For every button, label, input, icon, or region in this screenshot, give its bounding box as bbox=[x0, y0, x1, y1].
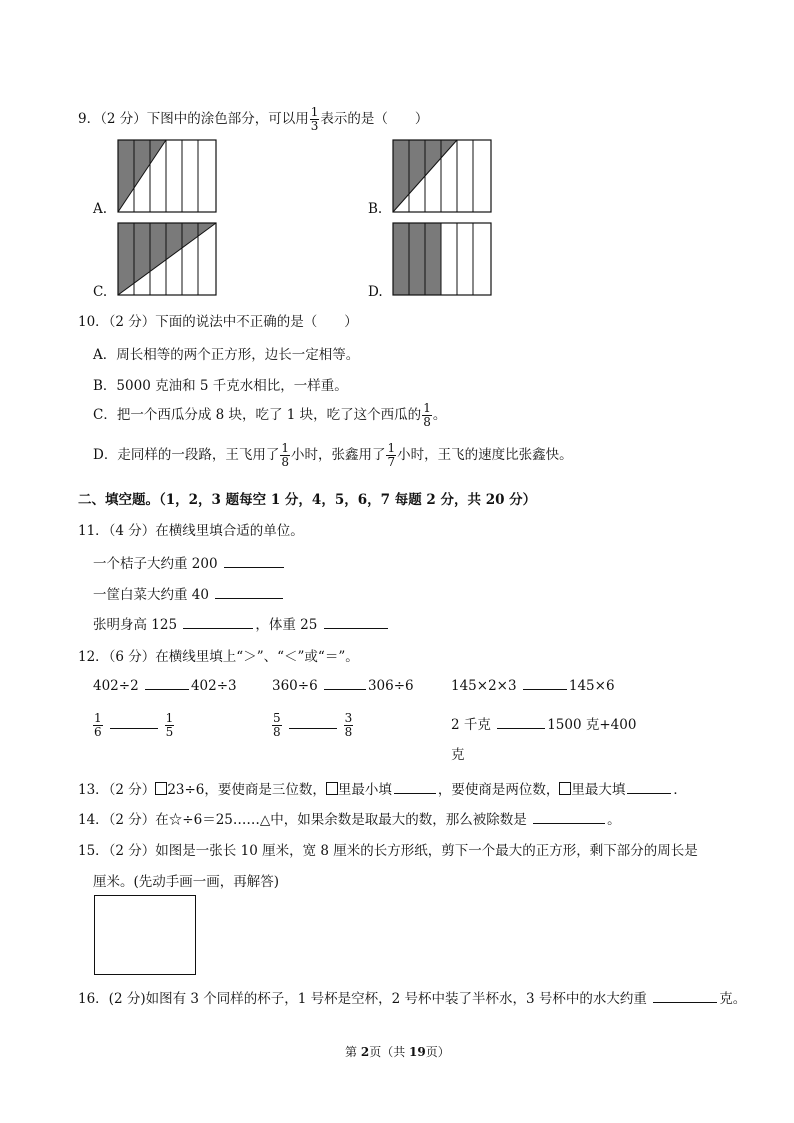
q15-line-1: 15．（2 分）如图是一张长 10 厘米，宽 8 厘米的长方形纸，剪下一个最大的正方形，剩下部分的周长是 bbox=[78, 843, 698, 859]
q10-c-fraction bbox=[422, 402, 432, 429]
q12-item-6-tail: 克 bbox=[451, 747, 465, 763]
q9-option-c-label[interactable]: C. bbox=[93, 284, 108, 300]
q16-blank[interactable] bbox=[653, 1001, 717, 1003]
q12-blank-1[interactable] bbox=[145, 688, 189, 690]
q9-figure-c bbox=[117, 222, 217, 296]
q9-option-a-label[interactable]: A. bbox=[93, 201, 108, 217]
box-placeholder bbox=[155, 782, 167, 795]
q12-1-right: 402÷3 bbox=[190, 678, 237, 694]
q12-f2-num: 1 bbox=[165, 711, 174, 725]
footer-total-pages: 19 bbox=[409, 1045, 426, 1059]
q11-line-3 bbox=[93, 613, 390, 633]
q10-d-num1: 1 bbox=[281, 441, 289, 455]
q9-frac-den: 3 bbox=[310, 119, 319, 133]
q12-item-2 bbox=[272, 678, 414, 694]
q12-blank-6[interactable] bbox=[497, 727, 545, 729]
q10-d-pre: D．走同样的一段路，王飞用了 bbox=[93, 447, 280, 463]
q12-6-right: 1500 克+400 bbox=[547, 717, 637, 733]
q12-f2-den: 5 bbox=[165, 725, 174, 739]
q10-d-den1: 8 bbox=[281, 455, 289, 469]
q14 bbox=[78, 808, 621, 828]
q12-6-left: 2 千克 bbox=[451, 717, 491, 733]
q12-blank-5[interactable] bbox=[289, 727, 337, 729]
footer-b: 页（共 bbox=[369, 1045, 410, 1059]
q10-d-den2: 7 bbox=[387, 455, 396, 469]
q10-d-num2: 1 bbox=[387, 441, 396, 455]
q9-figure-b bbox=[392, 139, 492, 213]
q9-stem bbox=[78, 106, 428, 133]
q13-blank-1[interactable] bbox=[394, 792, 436, 794]
q12-blank-3[interactable] bbox=[523, 688, 567, 690]
q12-item-5 bbox=[271, 712, 354, 739]
q12-blank-4[interactable] bbox=[110, 727, 158, 729]
q10-option-d[interactable] bbox=[93, 442, 573, 469]
q16 bbox=[78, 987, 746, 1007]
q10-d-fraction-2 bbox=[386, 442, 396, 469]
q10-d-post: 小时，王飞的速度比张鑫快。 bbox=[397, 447, 573, 463]
q10-option-b[interactable]: B．5000 克油和 5 千克水相比，一样重。 bbox=[93, 378, 348, 394]
section-2-title: 二、填空题。（1，2，3 题每空 1 分，4，5，6，7 每题 2 分，共 20 分） bbox=[78, 492, 537, 508]
q11-l2-text: 一筐白菜大约重 40 bbox=[93, 587, 209, 603]
q12-item-4 bbox=[92, 712, 175, 739]
q11-blank-4[interactable] bbox=[324, 627, 388, 629]
q12-item-1 bbox=[93, 678, 237, 694]
q12-1-left: 402÷2 bbox=[93, 678, 139, 694]
q12-f4-num: 3 bbox=[344, 711, 353, 725]
q9-frac-num: 1 bbox=[310, 105, 319, 119]
q10-option-a[interactable]: A．周长相等的两个正方形，边长一定相等。 bbox=[93, 347, 360, 363]
q11-l3a-text: 张明身高 125 bbox=[93, 617, 178, 633]
q12-f3-num: 5 bbox=[273, 711, 281, 725]
q11-line-2 bbox=[93, 583, 285, 603]
q12-2-right: 306÷6 bbox=[367, 678, 414, 694]
q13 bbox=[78, 778, 687, 798]
q13-e: 里最大填 bbox=[571, 782, 626, 798]
q14-b: 。 bbox=[607, 812, 621, 828]
q16-b: 克。 bbox=[719, 991, 747, 1007]
q11-blank-2[interactable] bbox=[215, 597, 283, 599]
q11-l1-text: 一个桔子大约重 200 bbox=[93, 556, 218, 572]
q12-f4-den: 8 bbox=[344, 725, 353, 739]
q13-c: 里最小填 bbox=[337, 782, 392, 798]
q11-stem: 11．（4 分）在横线里填合适的单位。 bbox=[78, 523, 304, 539]
q9-stem-post: 表示的是（ ） bbox=[320, 111, 429, 127]
q16-a: 16．(2 分)如图有 3 个同样的杯子，1 号杯是空杯，2 号杯中装了半杯水，3 号杯中的水大约重 bbox=[78, 991, 647, 1007]
q11-l3b-text: ，体重 25 bbox=[255, 617, 318, 633]
page-footer bbox=[345, 1043, 450, 1060]
q13-d: ，要使商是两位数， bbox=[437, 782, 560, 798]
q10-c-num: 1 bbox=[423, 401, 431, 415]
q10-stem: 10．（2 分）下面的说法中不正确的是（ ） bbox=[78, 314, 358, 330]
q10-option-c[interactable] bbox=[93, 402, 446, 429]
q12-frac-2 bbox=[165, 712, 175, 739]
q15-line-2: 厘米。(先动手画一画，再解答) bbox=[93, 874, 280, 890]
q12-f3-den: 8 bbox=[273, 725, 281, 739]
q12-stem: 12．（6 分）在横线里填上“＞”、“＜”或“＝”。 bbox=[78, 649, 359, 665]
footer-a: 第 bbox=[345, 1045, 361, 1059]
q12-3-right: 145×6 bbox=[568, 678, 615, 694]
q11-line-1 bbox=[93, 552, 286, 572]
q12-frac-1 bbox=[93, 712, 103, 739]
q10-d-mid: 小时，张鑫用了 bbox=[290, 447, 386, 463]
q14-a: 14．（2 分）在☆÷6＝25……△中，如果余数是取最大的数，那么被除数是 bbox=[78, 812, 527, 828]
q13-blank-2[interactable] bbox=[627, 792, 671, 794]
q11-blank-3[interactable] bbox=[183, 627, 253, 629]
q10-d-fraction-1 bbox=[280, 442, 290, 469]
q12-f1-den: 6 bbox=[94, 725, 102, 739]
q9-fraction bbox=[310, 106, 320, 133]
q12-2-left: 360÷6 bbox=[272, 678, 318, 694]
footer-c: 页） bbox=[425, 1045, 450, 1059]
q10-c-pre: C．把一个西瓜分成 8 块，吃了 1 块，吃了这个西瓜的 bbox=[93, 407, 422, 423]
q12-3-left: 145×2×3 bbox=[451, 678, 517, 694]
box-placeholder bbox=[559, 782, 571, 795]
q14-blank[interactable] bbox=[533, 822, 605, 824]
q12-frac-3 bbox=[272, 712, 282, 739]
box-placeholder bbox=[326, 782, 338, 795]
q13-b: 23÷6，要使商是三位数， bbox=[167, 782, 326, 798]
q9-stem-pre: 9．（2 分）下图中的涂色部分，可以用 bbox=[78, 111, 309, 127]
q9-figure-a bbox=[117, 139, 217, 213]
q12-item-3 bbox=[451, 678, 615, 694]
q10-c-post: 。 bbox=[432, 407, 447, 423]
q11-blank-1[interactable] bbox=[224, 566, 284, 568]
q12-item-6 bbox=[451, 713, 636, 733]
footer-page-number: 2 bbox=[360, 1045, 370, 1059]
q15-rectangle bbox=[94, 895, 196, 975]
q10-c-den: 8 bbox=[423, 415, 431, 429]
q13-f: ． bbox=[673, 782, 687, 798]
q13-a: 13．（2 分） bbox=[78, 782, 156, 798]
q9-option-d-label[interactable]: D. bbox=[368, 284, 383, 300]
q12-frac-4 bbox=[344, 712, 354, 739]
q12-blank-2[interactable] bbox=[324, 688, 366, 690]
q9-option-b-label[interactable]: B. bbox=[368, 201, 383, 217]
q9-figure-d bbox=[392, 222, 492, 296]
q12-f1-num: 1 bbox=[94, 711, 102, 725]
